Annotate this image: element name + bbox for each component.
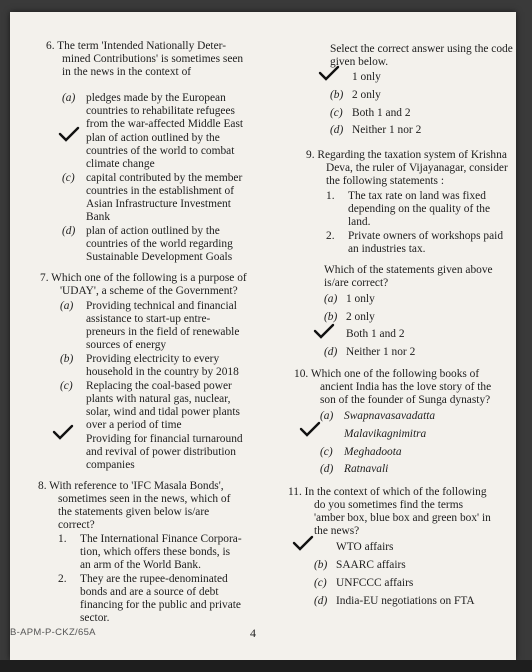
- text-line: (a): [320, 410, 334, 422]
- text-line: plan of action outlined by the: [86, 225, 220, 237]
- text-line: 7. Which one of the following is a purpose of: [40, 272, 247, 284]
- text-line: Providing technical and financial: [86, 300, 237, 312]
- text-line: (d): [314, 595, 328, 607]
- text-line: in the news in the context of: [62, 66, 192, 78]
- text-line: solar, wind and tidal power plants: [86, 406, 240, 418]
- text-line: countries in the establishment of: [86, 185, 235, 197]
- text-line: 11. In the context of which of the following: [288, 486, 487, 498]
- text-line: (b): [324, 311, 338, 323]
- text-line: 8. With reference to 'IFC Masala Bonds',: [38, 480, 224, 492]
- text-line: and revival of power distribution: [86, 446, 236, 458]
- text-line: 2 only: [352, 89, 381, 101]
- text-line: preneurs in the field of renewable: [86, 326, 240, 338]
- text-line: (b): [314, 559, 328, 571]
- text-line: over a period of time: [86, 419, 182, 431]
- text-line: an arm of the World Bank.: [80, 559, 201, 571]
- text-line: an industries tax.: [348, 243, 426, 255]
- text-line: UNFCCC affairs: [336, 577, 414, 589]
- text-line: 1 only: [352, 71, 381, 83]
- text-line: (c): [330, 107, 343, 119]
- text-line: The tax rate on land was fixed: [348, 190, 486, 202]
- text-line: 2.: [326, 230, 335, 242]
- page-number: 4: [250, 626, 256, 640]
- text-line: the statements given below is/are: [58, 506, 210, 518]
- text-line: 2.: [58, 573, 67, 585]
- text-line: 1.: [58, 533, 67, 545]
- text-line: plants with natural gas, nuclear,: [86, 393, 231, 405]
- text-line: Neither 1 nor 2: [352, 124, 422, 136]
- text-line: The International Finance Corpora-: [80, 533, 242, 545]
- text-line: is/are correct?: [324, 277, 389, 289]
- footer-code: B-APM-P-CKZ/65A: [10, 627, 96, 638]
- text-line: (d): [62, 225, 76, 237]
- text-line: countries to rehabilitate refugees: [86, 105, 235, 117]
- text-line: Providing electricity to every: [86, 353, 220, 365]
- text-line: the news?: [314, 525, 360, 537]
- text-line: Select the correct answer using the code: [330, 43, 513, 55]
- text-line: 'UDAY', a scheme of the Government?: [60, 285, 238, 297]
- text-line: (b): [330, 89, 344, 101]
- text-line: SAARC affairs: [336, 559, 406, 571]
- text-line: mined Contributions' is sometimes seen: [62, 53, 244, 65]
- text-line: financing for the public and private: [80, 599, 241, 611]
- text-line: tion, which offers these bonds, is: [80, 546, 231, 558]
- text-line: depending on the quality of the: [348, 203, 491, 215]
- text-line: Providing for financial turnaround: [86, 433, 243, 445]
- text-line: sector.: [80, 612, 110, 624]
- text-line: (c): [320, 446, 333, 458]
- text-line: correct?: [58, 519, 95, 531]
- text-line: the following statements :: [326, 175, 444, 187]
- text-line: (d): [320, 463, 334, 475]
- text-line: (a): [60, 300, 74, 312]
- text-line: (c): [62, 172, 75, 184]
- text-line: given below.: [330, 56, 389, 68]
- text-line: Neither 1 nor 2: [346, 346, 416, 358]
- text-line: pledges made by the European: [86, 92, 226, 104]
- text-line: Sustainable Development Goals: [86, 251, 233, 263]
- text-line: Asian Infrastructure Investment: [86, 198, 231, 210]
- text-line: capital contributed by the member: [86, 172, 243, 184]
- next-page-edge: [0, 660, 532, 672]
- check-mark-icon: [52, 424, 74, 440]
- text-line: from the war-affected Middle East: [86, 118, 244, 130]
- text-line: Which of the statements given above: [324, 264, 493, 276]
- text-line: ancient India has the love story of the: [320, 381, 492, 393]
- text-line: Replacing the coal-based power: [86, 380, 232, 392]
- check-mark-icon: [58, 126, 80, 142]
- text-line: bonds and are a source of debt: [80, 586, 219, 598]
- text-line: Both 1 and 2: [352, 107, 411, 119]
- text-line: Deva, the ruler of Vijayanagar, consider: [326, 162, 508, 174]
- text-line: Bank: [86, 211, 111, 223]
- text-line: 'amber box, blue box and green box' in: [314, 512, 491, 524]
- text-line: do you sometimes find the terms: [314, 499, 464, 511]
- text-line: 1 only: [346, 293, 375, 305]
- text-line: sometimes seen in the news, which of: [58, 493, 231, 505]
- text-line: plan of action outlined by the: [86, 132, 220, 144]
- text-line: companies: [86, 459, 135, 471]
- text-line: (a): [324, 293, 338, 305]
- text-line: household in the country by 2018: [86, 366, 239, 378]
- text-line: Both 1 and 2: [346, 328, 405, 340]
- text-line: climate change: [86, 158, 155, 170]
- text-line: 10. Which one of the following books of: [294, 368, 480, 380]
- text-line: 6. The term 'Intended Nationally Deter-: [46, 40, 227, 52]
- text-line: Swapnavasavadatta: [344, 410, 436, 422]
- text-line: sources of energy: [86, 339, 167, 351]
- text-line: Meghadoota: [344, 446, 402, 458]
- text-line: (d): [330, 124, 344, 136]
- check-mark-icon: [292, 535, 314, 551]
- text-line: Ratnavali: [344, 463, 389, 475]
- text-line: son of the founder of Sunga dynasty?: [320, 394, 491, 406]
- question-paper-page: [10, 12, 516, 660]
- text-line: WTO affairs: [336, 541, 394, 553]
- text-line: land.: [348, 216, 371, 228]
- text-line: (b): [60, 353, 74, 365]
- text-line: They are the rupee-denominated: [80, 573, 228, 585]
- text-line: assistance to start-up entre-: [86, 313, 211, 325]
- text-line: Private owners of workshops paid: [348, 230, 504, 242]
- text-line: India-EU negotiations on FTA: [336, 595, 475, 607]
- text-line: countries of the world regarding: [86, 238, 233, 250]
- text-line: 9. Regarding the taxation system of Krishna: [306, 149, 507, 161]
- text-line: Malavikagnimitra: [344, 428, 427, 440]
- text-line: (a): [62, 92, 76, 104]
- text-line: 2 only: [346, 311, 375, 323]
- text-line: 1.: [326, 190, 335, 202]
- text-line: (c): [60, 380, 73, 392]
- text-line: (d): [324, 346, 338, 358]
- check-mark-icon: [313, 323, 335, 339]
- text-line: (c): [314, 577, 327, 589]
- check-mark-icon: [299, 421, 321, 437]
- check-mark-icon: [318, 65, 340, 81]
- text-line: countries of the world to combat: [86, 145, 235, 157]
